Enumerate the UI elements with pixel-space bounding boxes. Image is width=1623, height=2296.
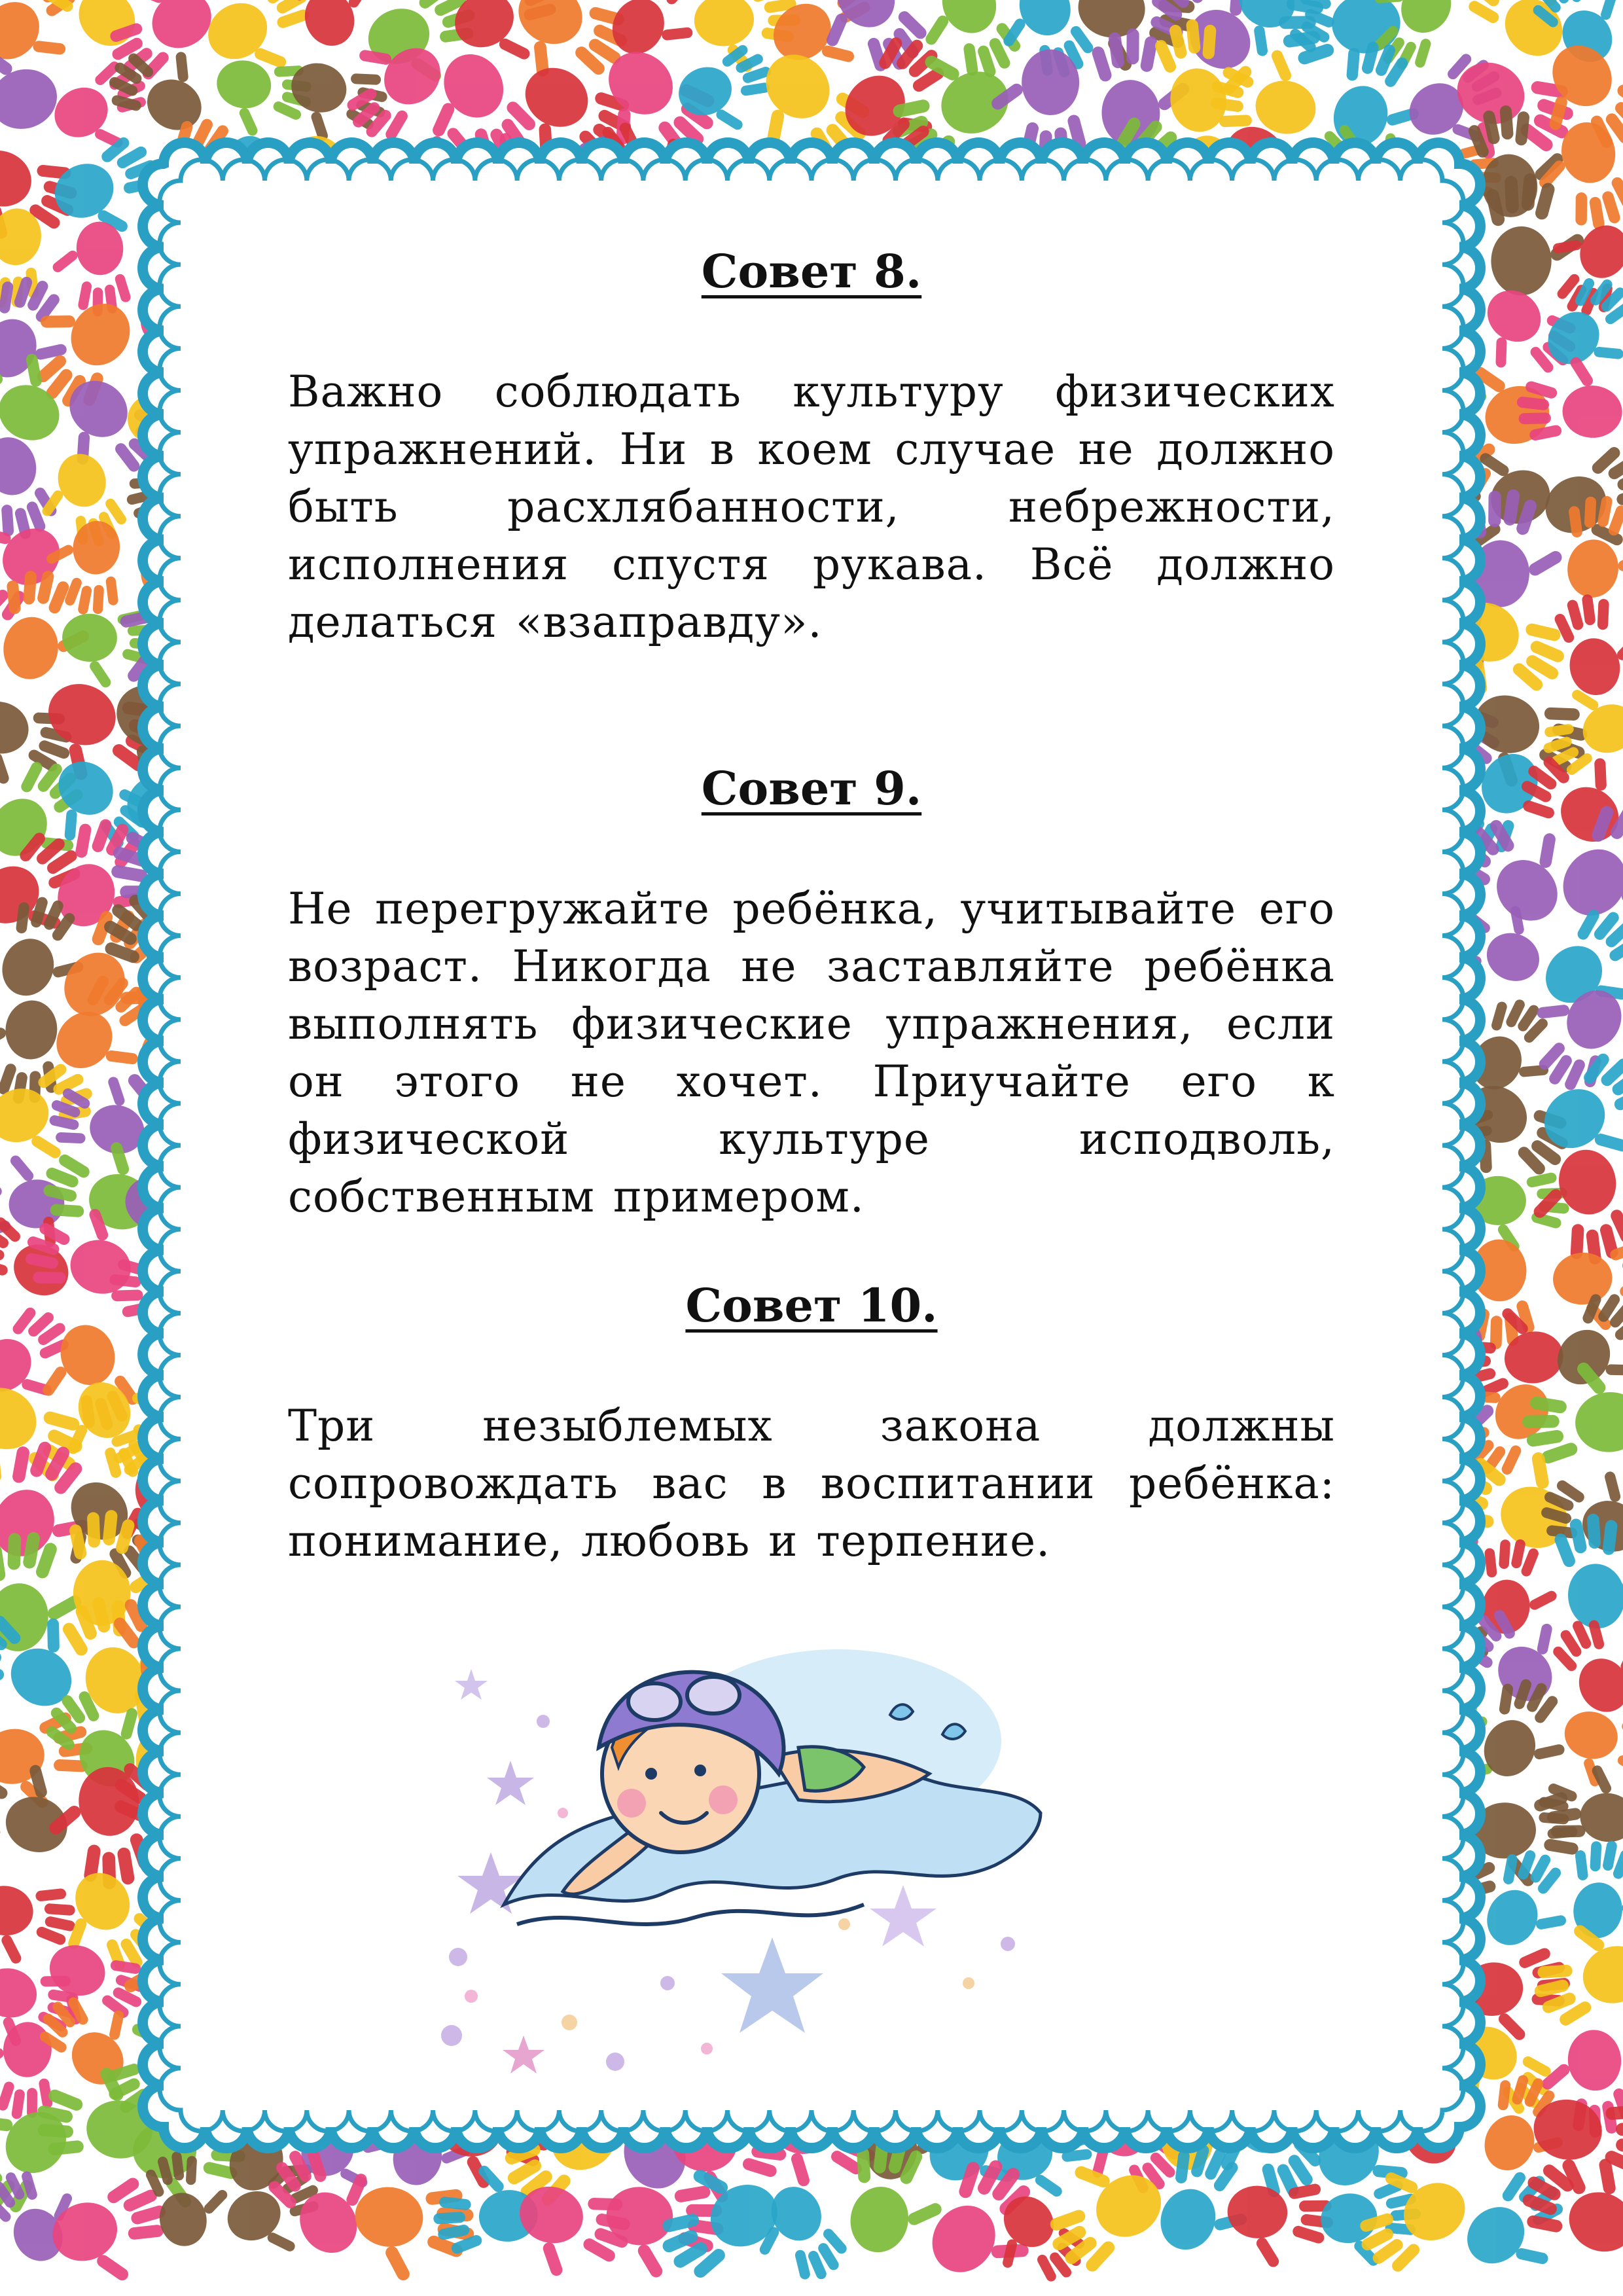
tip-8-text: Важно соблюдать культуру физических упражнений. Ни в коем случае не должно быть расхлябанности, небрежности, исполнения спустя рукава. Всё должно делаться «взаправду». — [288, 367, 1335, 647]
tip-9-title: Совет 9. — [701, 761, 922, 816]
tip-8-title: Совет 8. — [701, 244, 922, 298]
tip-10-title: Совет 10. — [685, 1278, 938, 1333]
swimming-boy-illustration — [432, 1617, 1139, 2101]
tip-9-text: Не перегружайте ребёнка, учитывайте его возраст. Никогда не заставляйте ребёнка выполнять физические упражнения, если он этого не хочет. Приучайте его к физической культуре исподволь, собственным примером. — [288, 884, 1335, 1222]
tip-8 — [216, 244, 1407, 651]
tip-10 — [216, 1278, 1407, 1570]
tip-10-text: Три незыблемых закона должны сопровождать вас в воспитании ребёнка: понимание, любовь и терпение. — [288, 1401, 1335, 1566]
tip-9 — [216, 761, 1407, 1226]
